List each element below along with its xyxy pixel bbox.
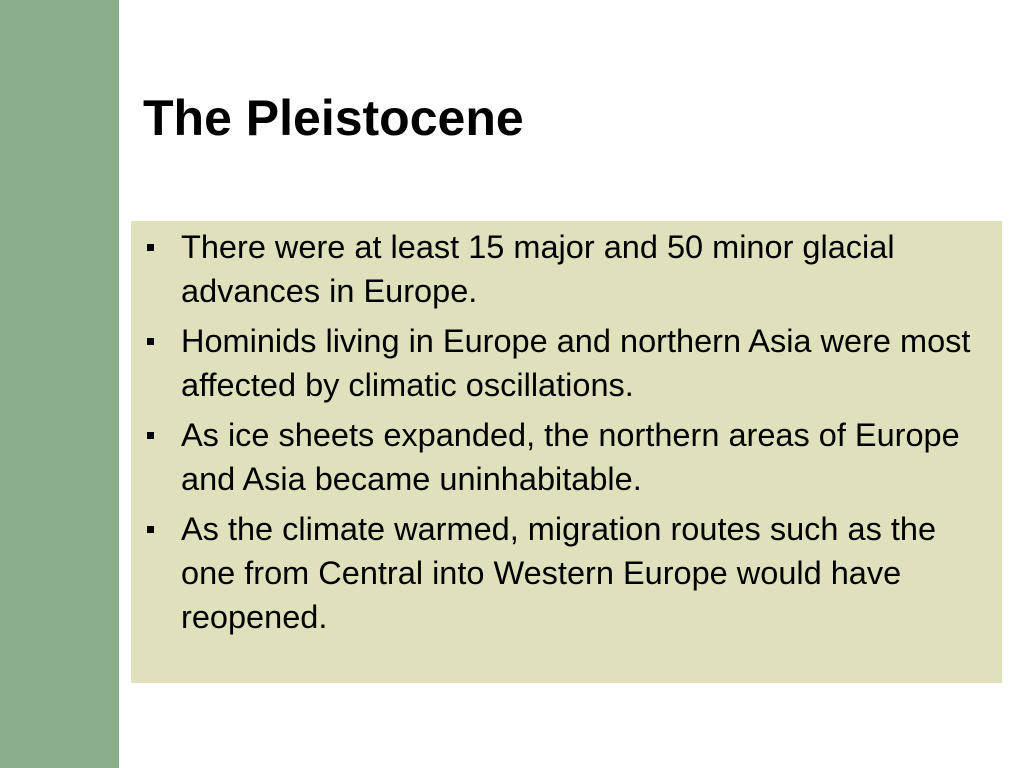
square-bullet-icon — [147, 526, 154, 533]
square-bullet-icon — [147, 432, 154, 439]
square-bullet-icon — [147, 338, 154, 345]
sidebar-band — [0, 0, 119, 768]
bullet-text-2: Hominids living in Europe and northern Asia were most affected by climatic oscillations. — [181, 323, 971, 403]
slide-title: The Pleistocene — [143, 90, 524, 146]
bullet-item-4 — [143, 507, 993, 639]
bullet-list — [143, 225, 993, 645]
bullet-text-3: As ice sheets expanded, the northern areas of Europe and Asia became uninhabitable. — [181, 417, 960, 497]
content-box — [131, 221, 1002, 683]
bullet-text-1: There were at least 15 major and 50 minor glacial advances in Europe. — [181, 229, 895, 309]
bullet-item-3 — [143, 413, 993, 501]
square-bullet-icon — [147, 244, 154, 251]
bullet-item-1 — [143, 225, 993, 313]
bullet-text-4: As the climate warmed, migration routes such as the one from Central into Western Europe would have reopened. — [181, 511, 937, 635]
bullet-item-2 — [143, 319, 993, 407]
